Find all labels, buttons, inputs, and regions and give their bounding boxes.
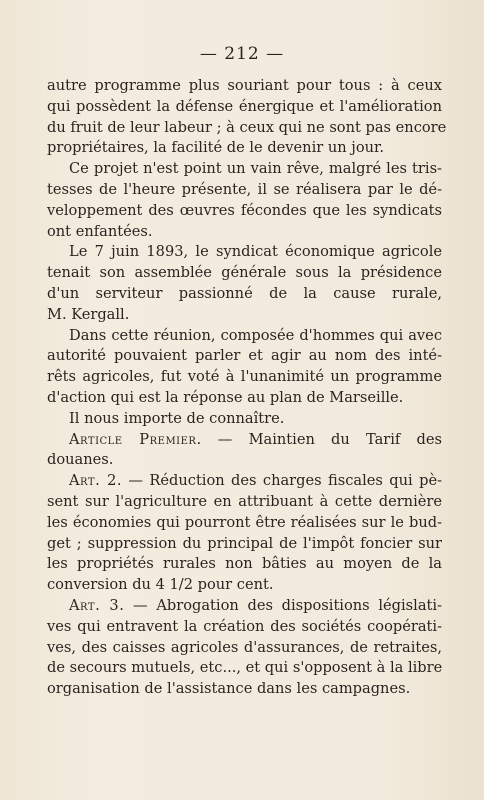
text-line: les économies qui pourront être réalisées sur le bud- <box>47 513 442 531</box>
paragraph <box>47 596 442 700</box>
paragraph <box>47 471 442 596</box>
text-line: de secours mutuels, etc..., et qui s'opposent à la libre <box>47 659 443 677</box>
paragraph <box>47 242 442 325</box>
paragraph <box>47 430 442 472</box>
paragraph <box>47 409 442 430</box>
text-line <box>47 430 442 451</box>
text-line: conversion du 4 1/2 pour cent. <box>47 576 274 594</box>
article-heading: Art. 2. <box>69 472 123 490</box>
article-heading: Art. 3. <box>69 596 125 614</box>
text-line: propriétaires, la facilité de le devenir un jour. <box>47 139 385 157</box>
text-line: les propriétés rurales non bâties au moyen de la <box>47 555 442 573</box>
paragraph <box>47 159 442 242</box>
text-line: veloppement des œuvres fécondes que les syndicats <box>47 201 442 219</box>
text-line: get ; suppression du principal de l'impôt foncier sur <box>47 534 442 552</box>
article-heading: Article Premier. <box>69 430 202 448</box>
text-line: ves, des caisses agricoles d'assurances, de retraites, <box>47 638 442 656</box>
line-text: — Réduction des charges fiscales qui pè- <box>122 472 443 490</box>
text-line: qui possèdent la défense énergique et l'amélioration <box>47 97 442 115</box>
text-line: Le 7 juin 1893, le syndicat économique agricole <box>69 243 442 261</box>
text-line: Il nous importe de connaître. <box>69 409 285 427</box>
text-line: autre programme plus souriant pour tous : à ceux <box>47 77 442 94</box>
line-text: — Abrogation des dispositions législati- <box>124 596 442 614</box>
text-line: sent sur l'agriculture en attribuant à cette dernière <box>47 492 442 510</box>
text-line: d'un serviteur passionné de la cause rurale, <box>47 284 442 302</box>
text-line: douanes. <box>47 451 114 469</box>
text-line: ont enfantées. <box>47 222 153 240</box>
paragraph <box>47 76 447 159</box>
text-line: M. Kergall. <box>47 305 130 323</box>
text-line: autorité pouvaient parler et agir au nom des inté- <box>47 347 442 365</box>
text-line: du fruit de leur labeur ; à ceux qui ne sont pas encore <box>47 118 447 136</box>
text-line: Dans cette réunion, composée d'hommes qui avec <box>69 326 442 344</box>
text-line: Ce projet n'est point un vain rêve, malgré les tris- <box>69 160 442 178</box>
text-line: d'action qui est la réponse au plan de Marseille. <box>47 388 404 406</box>
text-line: ves qui entravent la création des sociétés coopérati- <box>47 617 442 635</box>
text-line: tesses de l'heure présente, il se réalisera par le dé- <box>47 180 442 198</box>
text-line: rêts agricoles, fut voté à l'unanimité un programme <box>47 368 442 386</box>
text-line: tenait son assemblée générale sous la présidence <box>47 264 442 282</box>
page-number: — 212 — <box>199 44 285 64</box>
text-line <box>47 596 442 617</box>
text-line: organisation de l'assistance dans les campagnes. <box>47 680 411 698</box>
body-text <box>47 76 447 700</box>
line-text: — Maintien du Tarif des <box>201 430 442 448</box>
paragraph <box>47 326 442 409</box>
text-line <box>47 471 442 492</box>
